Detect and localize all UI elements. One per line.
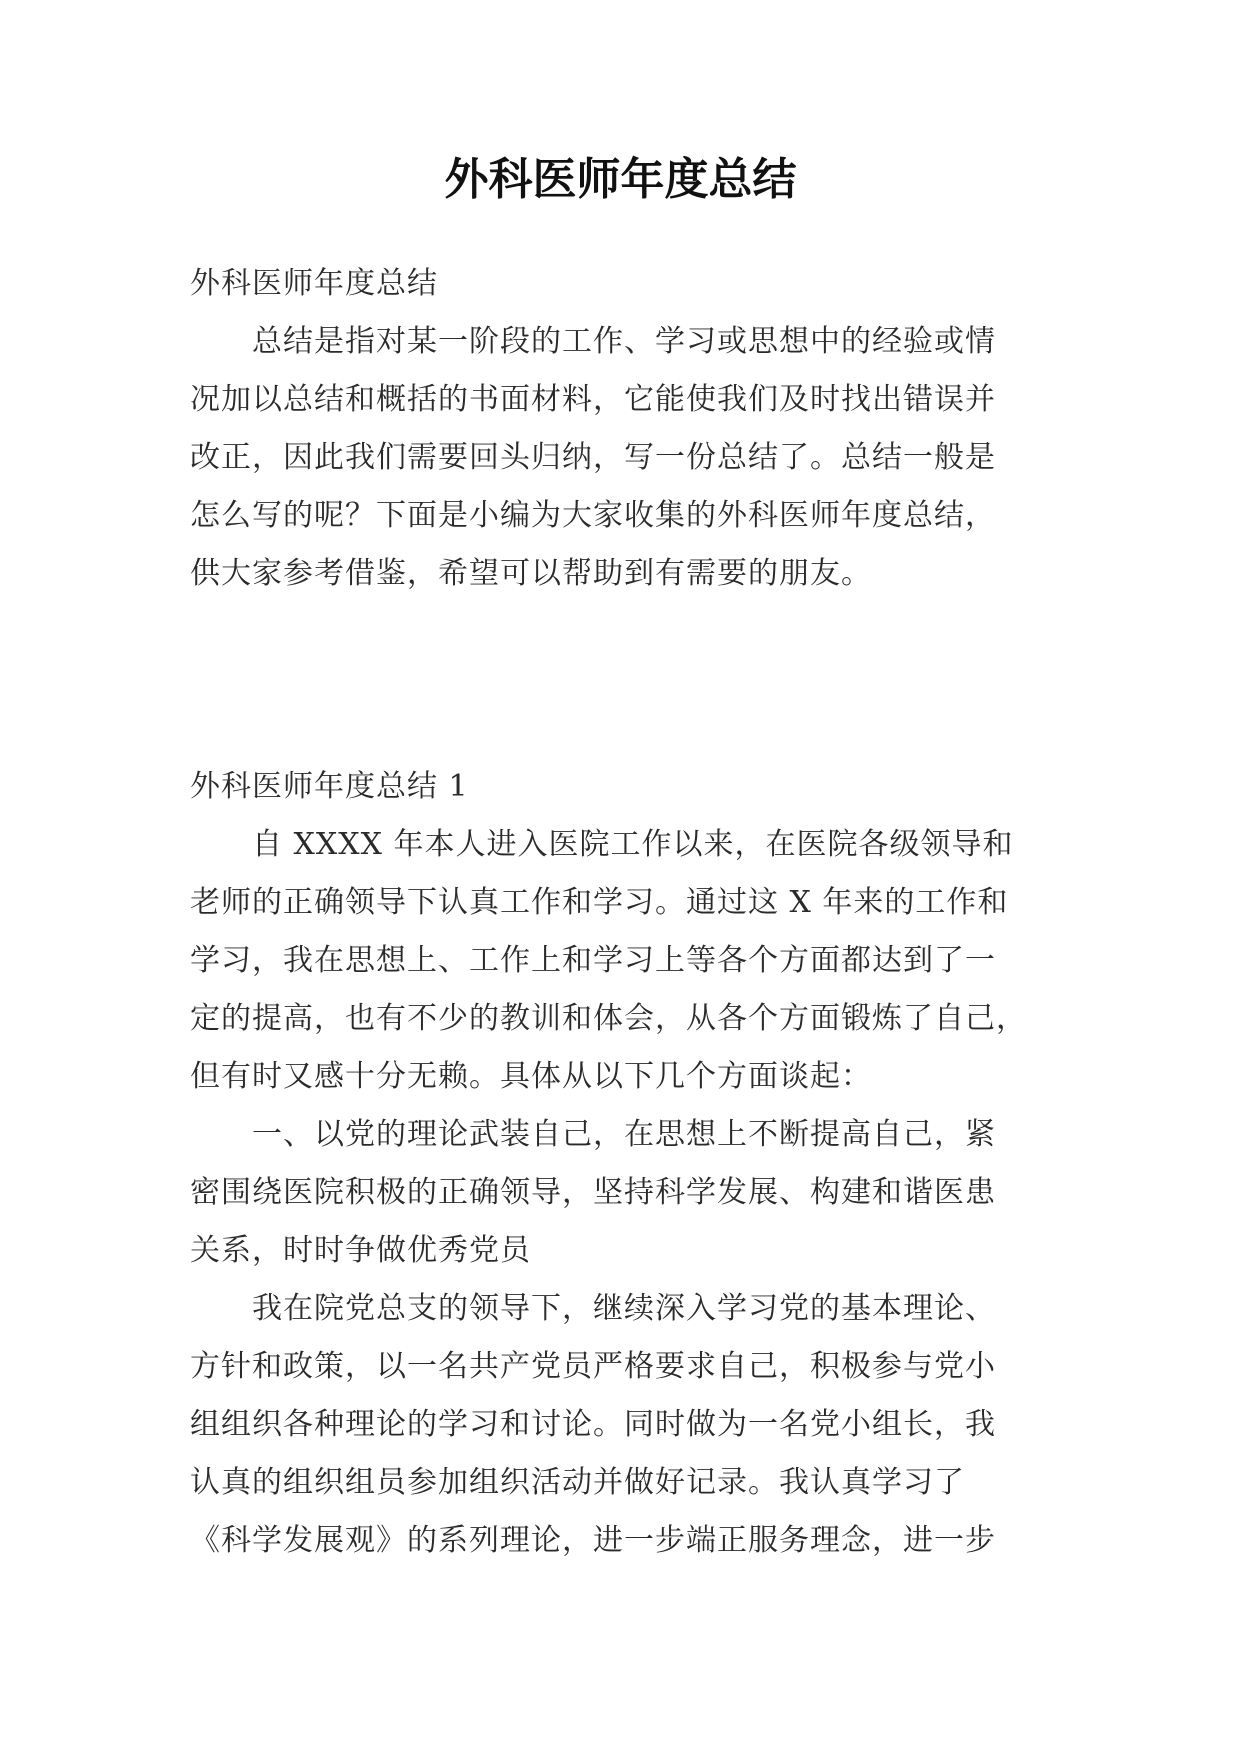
section-1 [190,758,1060,1570]
section-1-heading: 外科医师年度总结 1 [190,769,469,804]
section-1-line: 组组织各种理论的学习和讨论。同时做为一名党小组长，我 [190,1407,996,1442]
intro-line: 总结是指对某一阶段的工作、学习或思想中的经验或情 [190,324,996,359]
intro-section [190,255,1060,603]
section-1-line: 定的提高，也有不少的教训和体会，从各个方面锻炼了自己， [190,1001,1027,1036]
section-1-line: 《科学发展观》的系列理论，进一步端正服务理念，进一步 [190,1523,996,1558]
section-1-line: 方针和政策，以一名共产党员严格要求自己，积极参与党小 [190,1349,996,1384]
section-1-line: 密围绕医院积极的正确领导，坚持科学发展、构建和谐医患 [190,1175,996,1210]
intro-line: 怎么写的呢？下面是小编为大家收集的外科医师年度总结， [190,498,996,533]
document-title: 外科医师年度总结 [444,154,797,205]
section-1-line: 老师的正确领导下认真工作和学习。通过这 X 年来的工作和 [190,885,1009,920]
intro-line: 供大家参考借鉴，希望可以帮助到有需要的朋友。 [190,556,872,591]
section-1-line: 但有时又感十分无赖。具体从以下几个方面谈起： [190,1059,872,1094]
section-1-line: 一、以党的理论武装自己，在思想上不断提高自己，紧 [190,1117,996,1152]
section-1-line: 学习，我在思想上、工作上和学习上等各个方面都达到了一 [190,943,996,978]
intro-line: 况加以总结和概括的书面材料，它能使我们及时找出错误并 [190,382,996,417]
intro-heading: 外科医师年度总结 [190,266,438,301]
section-1-line: 我在院党总支的领导下，继续深入学习党的基本理论、 [190,1291,996,1326]
section-1-line: 认真的组织组员参加组织活动并做好记录。我认真学习了 [190,1465,965,1500]
section-1-line: 关系，时时争做优秀党员 [190,1233,531,1268]
intro-line: 改正，因此我们需要回头归纳，写一份总结了。总结一般是 [190,440,996,475]
section-1-line: 自 XXXX 年本人进入医院工作以来，在医院各级领导和 [190,827,1014,862]
